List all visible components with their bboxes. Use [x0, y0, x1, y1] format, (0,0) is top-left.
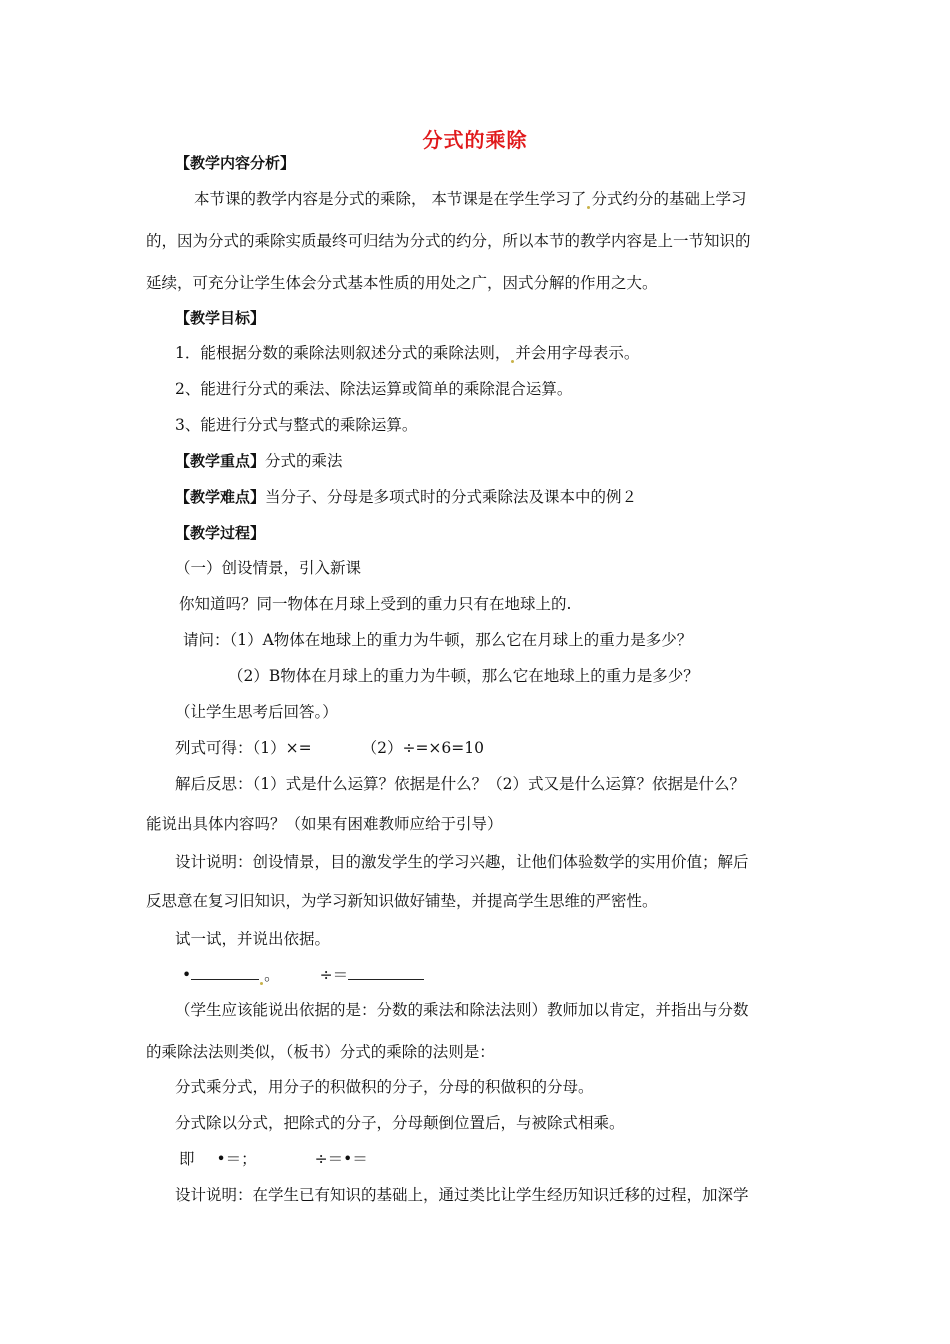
paragraph-line: 延续，可充分让学生体会分式基本性质的用处之广，因式分解的作用之大。: [146, 274, 658, 292]
section-heading-key: 【教学重点】: [175, 452, 266, 470]
formula-line: 列式可得：（1）×= （2）÷=×6=10: [175, 739, 484, 757]
goal-item-3: 3、能进行分式与整式的乘除运算。: [175, 416, 418, 434]
try-it-exercise: • 。 ÷＝: [182, 965, 424, 985]
paragraph-line: 的，因为分式的乘除实质最终可归结为分式的约分，所以本节的教学内容是上一节知识的: [146, 232, 751, 250]
key-point: 【教学重点】分式的乘法: [175, 452, 343, 470]
think-note: （让学生思考后回答。）: [175, 703, 338, 721]
goal-item-2: 2、能进行分式的乘法、除法运算或简单的乘除混合运算。: [175, 380, 573, 398]
student-note-line: 的乘除法法则类似，（板书）分式的乘除的法则是：: [146, 1043, 495, 1061]
stray-mark: [260, 982, 263, 985]
rule-divide: 分式除以分式，把除式的分子，分母颠倒位置后，与被除式相乘。: [175, 1114, 625, 1132]
rule-formula: 即 •＝； ÷＝•＝: [179, 1150, 368, 1168]
stray-mark: [587, 206, 590, 209]
section-heading-goals: 【教学目标】: [175, 309, 266, 327]
student-note-line: （学生应该能说出依据的是：分数的乘法和除法法则）教师加以肯定，并指出与分数: [175, 1001, 749, 1019]
goal-item-1: 1．能根据分数的乘除法则叙述分式的乘除法则， 并会用字母表示。: [175, 344, 640, 362]
design-note-line: 设计说明：在学生已有知识的基础上，通过类比让学生经历知识迁移的过程，加深学: [175, 1186, 749, 1204]
section-heading-process: 【教学过程】: [175, 524, 266, 542]
reflection-line: 能说出具体内容吗？（如果有困难教师应给于引导）: [146, 815, 503, 833]
try-it-prompt: 试一试，并说出依据。: [175, 930, 331, 948]
paragraph-line: 本节课的教学内容是分式的乘除， 本节课是在学生学习了 分式约分的基础上学习: [194, 190, 747, 208]
design-note-line: 反思意在复习旧知识，为学习新知识做好铺垫，并提高学生思维的严密性。: [146, 892, 658, 910]
answer-blank-1: [191, 965, 259, 980]
answer-blank-2: [348, 965, 424, 980]
stray-mark: [511, 360, 514, 363]
section-heading-difficulty: 【教学难点】: [175, 488, 266, 506]
question-1: 请问：（1）A物体在地球上的重力为牛顿，那么它在月球上的重力是多少？: [183, 631, 693, 649]
section-heading-content: 【教学内容分析】: [175, 154, 296, 172]
question-intro: 你知道吗？同一物体在月球上受到的重力只有在地球上的.: [179, 595, 572, 613]
rule-multiply: 分式乘分式，用分子的积做积的分子，分母的积做积的分母。: [175, 1078, 594, 1096]
difficult-point: 【教学难点】当分子、分母是多项式时的分式乘除法及课本中的例２: [175, 488, 638, 506]
reflection-line: 解后反思：（1）式是什么运算？依据是什么？（2）式又是什么运算？依据是什么？: [175, 775, 745, 793]
design-note-line: 设计说明：创设情景，目的激发学生的学习兴趣，让他们体验数学的实用价值；解后: [175, 853, 749, 871]
question-2: （2）B物体在月球上的重力为牛顿，那么它在地球上的重力是多少？: [228, 667, 699, 685]
process-step-1: （一）创设情景，引入新课: [175, 559, 362, 577]
page-title: 分式的乘除: [422, 128, 528, 152]
